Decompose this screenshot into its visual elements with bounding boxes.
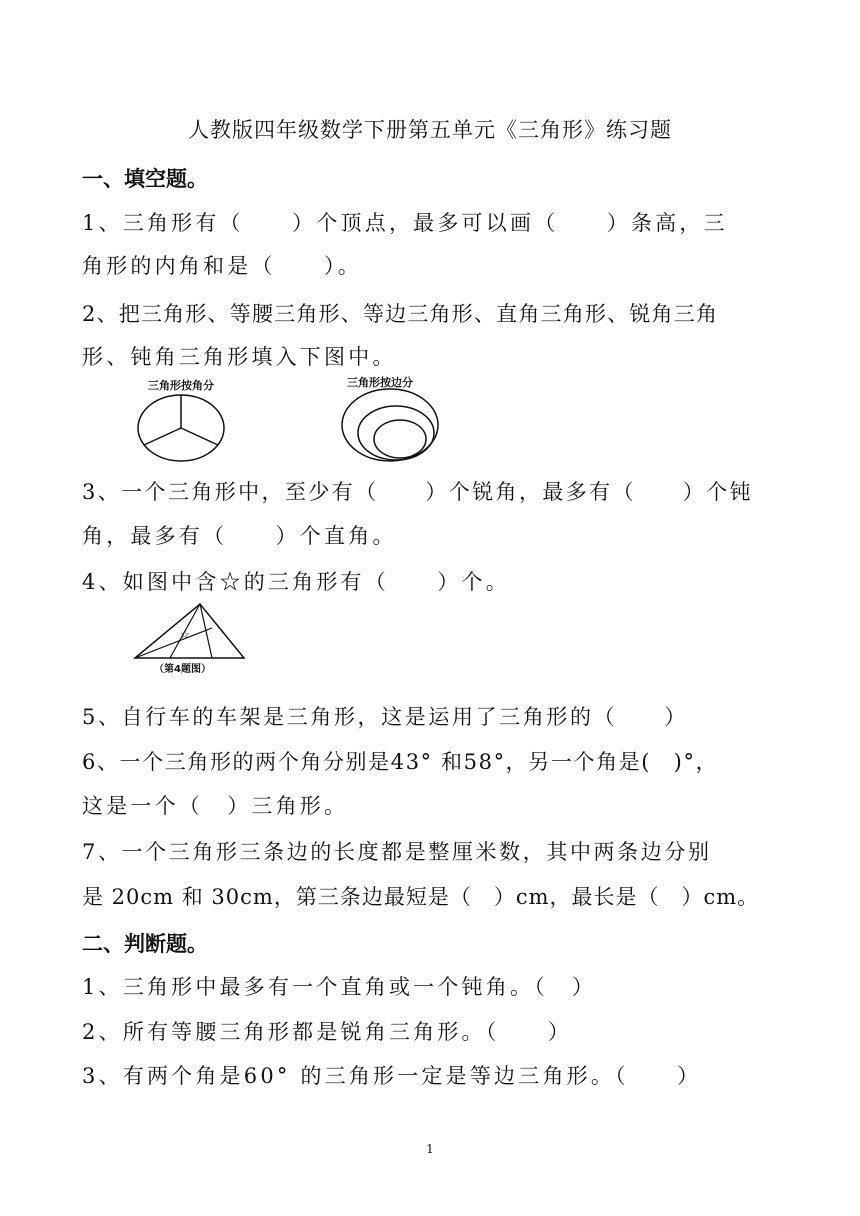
- question-2-line-2: 形、钝角三角形填入下图中。: [82, 345, 397, 369]
- question-1-line-1: 1、三角形有（ ）个顶点，最多可以画（ ）条高，三: [82, 211, 728, 235]
- section-heading-true-false: 二、判断题。: [82, 932, 208, 956]
- star-icon: ☆: [180, 628, 190, 641]
- figure-angle-circle: [136, 393, 226, 463]
- question-7-line-1: 7、一个三角形三条边的长度都是整厘米数，其中两条边分别: [82, 840, 712, 864]
- question-6-line-2: 这是一个（ ）三角形。: [82, 794, 349, 818]
- figure-angle-label: 三角形按角分: [148, 379, 214, 392]
- figure-side-nested-ovals: [340, 387, 440, 463]
- figure-question-4-caption: （第4题图）: [154, 664, 211, 675]
- judge-3-line-1: 3、有两个角是60° 的三角形一定是等边三角形。（ ）: [82, 1064, 702, 1088]
- page-number: 1: [426, 1142, 434, 1156]
- question-6-line-1: 6、一个三角形的两个角分别是43° 和58°，另一个角是( )°，: [82, 750, 719, 774]
- page-title: 人教版四年级数学下册第五单元《三角形》练习题: [188, 118, 672, 142]
- judge-1-line-1: 1、三角形中最多有一个直角或一个钝角。（ ）: [82, 975, 597, 999]
- question-1-line-2: 角形的内角和是（ ）。: [82, 254, 362, 278]
- question-2-line-1: 2、把三角形、等腰三角形、等边三角形、直角三角形、锐角三角: [82, 302, 719, 326]
- question-3-line-2: 角，最多有（ ）个直角。: [82, 524, 397, 548]
- question-5-line-1: 5、自行车的车架是三角形，这是运用了三角形的（ ）: [82, 705, 688, 729]
- figure-side-label: 三角形按边分: [347, 376, 413, 389]
- question-4-line-1: 4、如图中含☆的三角形有（ ）个。: [82, 570, 510, 594]
- section-heading-fill-blank: 一、填空题。: [82, 167, 208, 191]
- question-3-line-1: 3、一个三角形中，至少有（ ）个锐角，最多有（ ）个钝: [82, 480, 753, 504]
- judge-2-line-1: 2、所有等腰三角形都是锐角三角形。（ ）: [82, 1020, 573, 1044]
- question-7-line-2: 是 20cm 和 30cm，第三条边最短是（ ）cm，最长是（ ）cm。: [82, 885, 760, 909]
